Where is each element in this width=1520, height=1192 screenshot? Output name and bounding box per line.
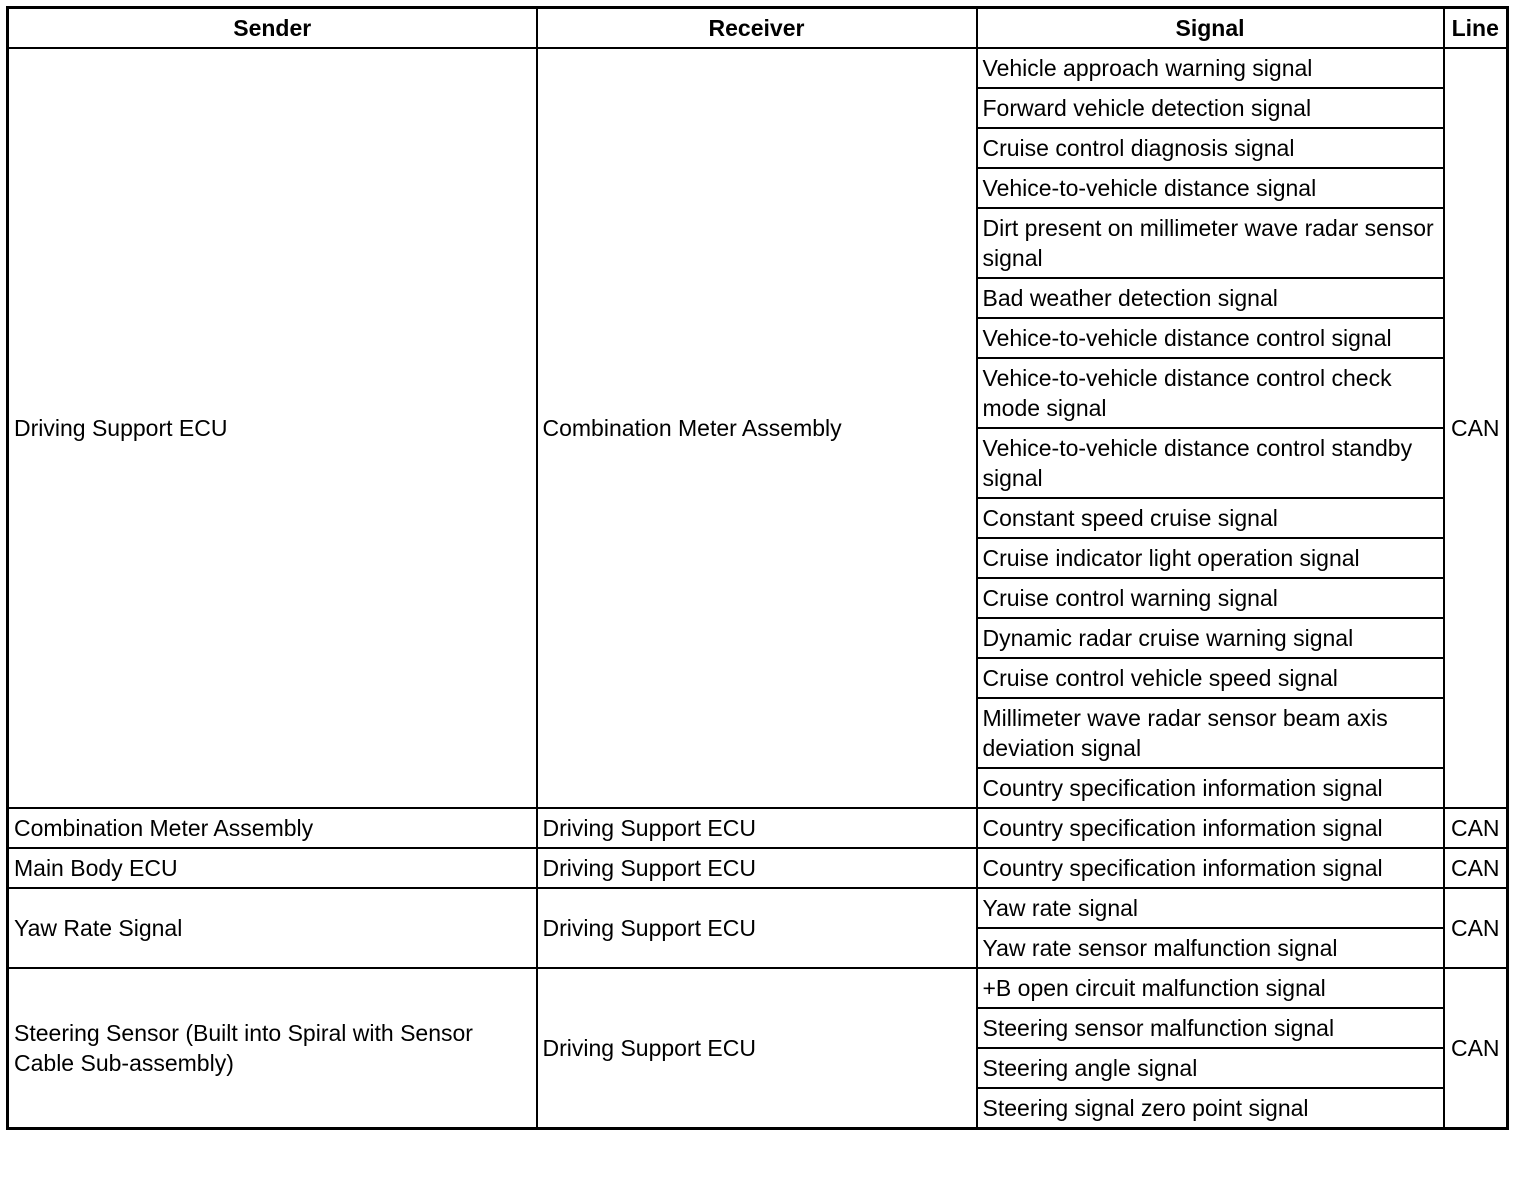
signal-cell: Vehicle approach warning signal <box>977 48 1444 88</box>
signal-header: Signal <box>977 8 1444 49</box>
table-row <box>8 808 1508 848</box>
signal-cell: Steering angle signal <box>977 1048 1444 1088</box>
signal-cell: Vehice-to-vehicle distance control standby signal <box>977 428 1444 498</box>
signal-cell: Millimeter wave radar sensor beam axis deviation signal <box>977 698 1444 768</box>
sender-cell: Combination Meter Assembly <box>8 808 537 848</box>
sender-header: Sender <box>8 8 537 49</box>
sender-cell: Steering Sensor (Built into Spiral with Sensor Cable Sub-assembly) <box>8 968 537 1129</box>
signal-cell: Steering signal zero point signal <box>977 1088 1444 1129</box>
receiver-header: Receiver <box>537 8 977 49</box>
signal-cell: Cruise control diagnosis signal <box>977 128 1444 168</box>
signal-cell: Cruise control warning signal <box>977 578 1444 618</box>
signal-cell: Vehice-to-vehicle distance control signal <box>977 318 1444 358</box>
signal-cell: Dirt present on millimeter wave radar sensor signal <box>977 208 1444 278</box>
receiver-cell: Driving Support ECU <box>537 848 977 888</box>
signal-cell: Cruise control vehicle speed signal <box>977 658 1444 698</box>
signal-cell: Country specification information signal <box>977 808 1444 848</box>
header-row <box>8 8 1508 49</box>
receiver-cell: Combination Meter Assembly <box>537 48 977 808</box>
signal-cell: Yaw rate sensor malfunction signal <box>977 928 1444 968</box>
signal-cell: Bad weather detection signal <box>977 278 1444 318</box>
receiver-cell: Driving Support ECU <box>537 808 977 848</box>
sender-cell: Driving Support ECU <box>8 48 537 808</box>
table-row <box>8 48 1508 88</box>
signal-cell: Dynamic radar cruise warning signal <box>977 618 1444 658</box>
line-cell: CAN <box>1444 808 1508 848</box>
table-row <box>8 968 1508 1008</box>
signal-cell: Vehice-to-vehicle distance signal <box>977 168 1444 208</box>
signal-cell: Country specification information signal <box>977 848 1444 888</box>
signal-cell: +B open circuit malfunction signal <box>977 968 1444 1008</box>
line-cell: CAN <box>1444 888 1508 968</box>
line-cell: CAN <box>1444 968 1508 1129</box>
line-header: Line <box>1444 8 1508 49</box>
receiver-cell: Driving Support ECU <box>537 888 977 968</box>
table-row <box>8 848 1508 888</box>
signal-cell: Cruise indicator light operation signal <box>977 538 1444 578</box>
line-cell: CAN <box>1444 848 1508 888</box>
sender-cell: Main Body ECU <box>8 848 537 888</box>
line-cell: CAN <box>1444 48 1508 808</box>
signal-cell: Vehice-to-vehicle distance control check mode signal <box>977 358 1444 428</box>
can-signal-table <box>6 6 1509 1130</box>
signal-cell: Country specification information signal <box>977 768 1444 808</box>
sender-cell: Yaw Rate Signal <box>8 888 537 968</box>
signal-cell: Steering sensor malfunction signal <box>977 1008 1444 1048</box>
signal-cell: Yaw rate signal <box>977 888 1444 928</box>
signal-cell: Constant speed cruise signal <box>977 498 1444 538</box>
receiver-cell: Driving Support ECU <box>537 968 977 1129</box>
signal-cell: Forward vehicle detection signal <box>977 88 1444 128</box>
table-row <box>8 888 1508 928</box>
